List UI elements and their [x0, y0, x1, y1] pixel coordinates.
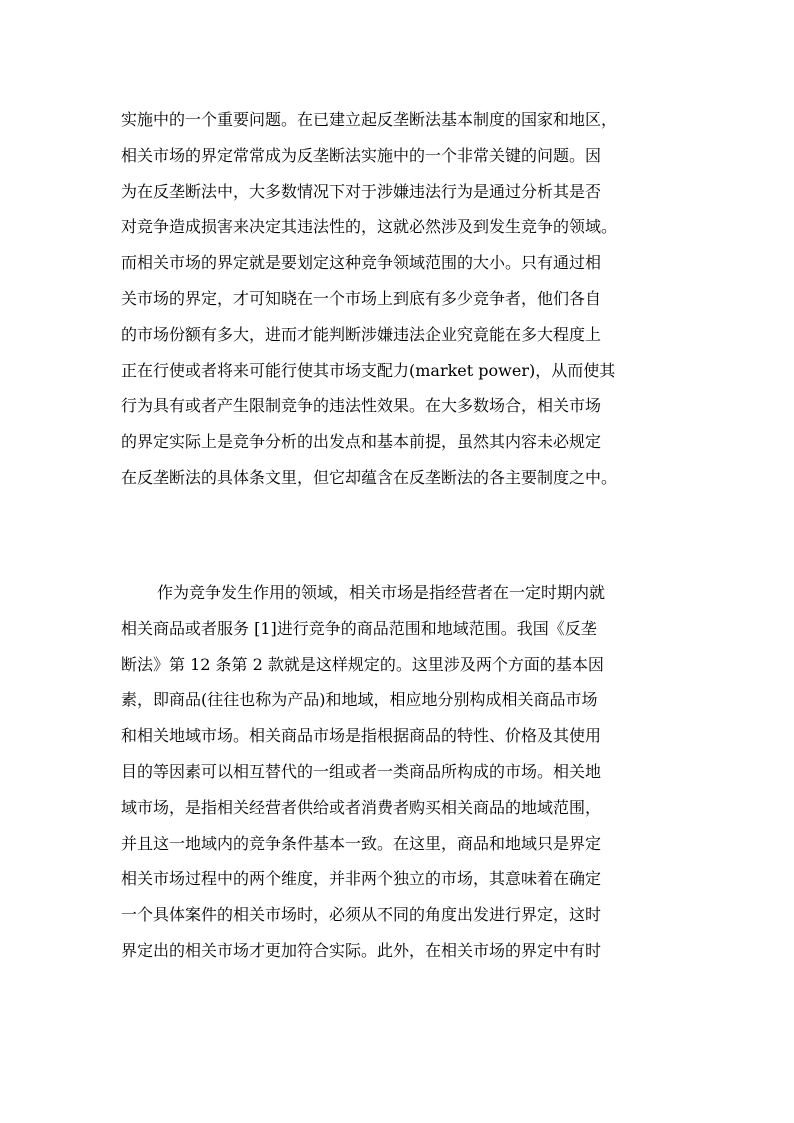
paragraph-2: [121, 575, 681, 969]
text-line: 断法》第 12 条第 2 款就是这样规定的。这里涉及两个方面的基本因: [121, 654, 604, 674]
text-line: 一个具体案件的相关市场时，必须从不同的角度出发进行界定，这时: [121, 905, 602, 925]
text-line: 为在反垄断法中，大多数情况下对于涉嫌违法行为是通过分析其是否: [121, 181, 602, 201]
text-line: 素，即商品(往往也称为产品)和地域，相应地分别构成相关商品市场: [121, 690, 598, 710]
text-line: 而相关市场的界定就是要划定这种竞争领域范围的大小。只有通过相: [121, 253, 602, 273]
text-line: 作为竞争发生作用的领域，相关市场是指经营者在一定时期内就: [157, 583, 606, 602]
text-line: 关市场的界定，才可知晓在一个市场上到底有多少竞争者，他们各自: [121, 288, 602, 308]
text-line: 界定出的相关市场才更加符合实际。此外，在相关市场的界定中有时: [121, 940, 602, 960]
text-line: 实施中的一个重要问题。在已建立起反垄断法基本制度的国家和地区，: [121, 110, 618, 129]
text-line: 相关市场的界定常常成为反垄断法实施中的一个非常关键的问题。因: [121, 145, 602, 165]
text-line: 目的等因素可以相互替代的一组或者一类商品所构成的市场。相关地: [121, 761, 602, 781]
text-line: 的市场份额有多大，进而才能判断涉嫌违法企业究竟能在多大程度上: [121, 324, 602, 344]
text-line: 和相关地域市场。相关商品市场是指根据商品的特性、价格及其使用: [121, 726, 602, 746]
text-line: 相关市场过程中的两个维度，并非两个独立的市场，其意味着在确定: [121, 869, 602, 889]
text-line: 域市场，是指相关经营者供给或者消费者购买相关商品的地域范围，: [121, 797, 602, 817]
text-line: 的界定实际上是竞争分析的出发点和基本前提，虽然其内容未必规定: [121, 432, 602, 452]
text-line: 行为具有或者产生限制竞争的违法性效果。在大多数场合，相关市场: [121, 396, 602, 416]
text-line: 正在行使或者将来可能行使其市场支配力(market power)，从而使其: [121, 360, 616, 380]
paragraph-1: [121, 102, 681, 496]
text-line: 相关商品或者服务 [1]进行竞争的商品范围和地域范围。我国《反垄: [121, 618, 597, 638]
text-line: 并且这一地域内的竞争条件基本一致。在这里，商品和地域只是界定: [121, 833, 602, 853]
text-line: 对竞争造成损害来决定其违法性的，这就必然涉及到发生竞争的领域。: [121, 217, 618, 237]
text-line: 在反垄断法的具体条文里，但它却蕴含在反垄断法的各主要制度之中。: [121, 467, 618, 487]
